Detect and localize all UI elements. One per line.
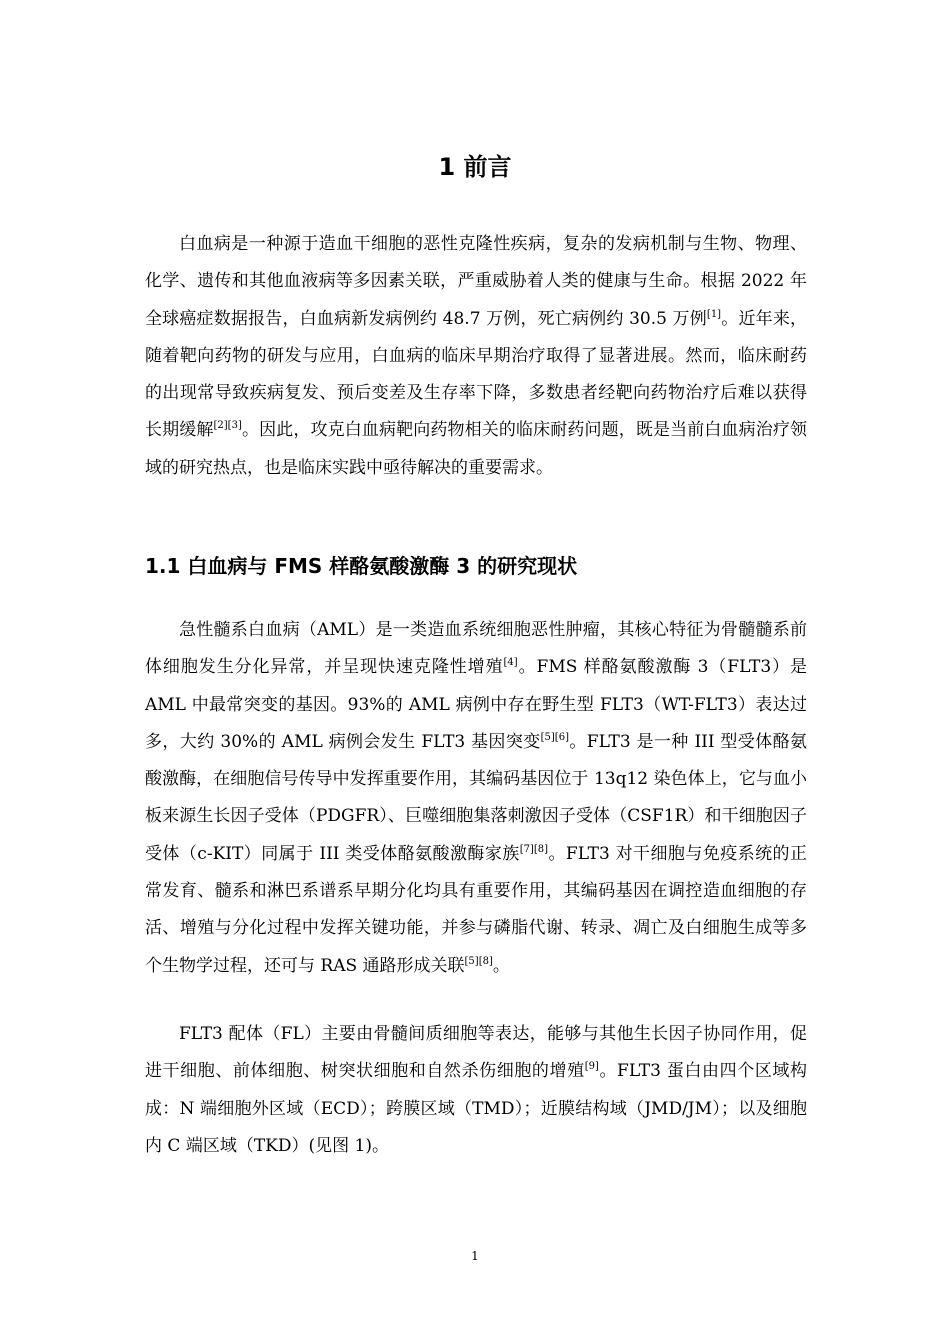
citation-ref-4: [4] (503, 657, 518, 669)
section-title-1-1: 1.1 白血病与 FMS 样酪氨酸激酶 3 的研究现状 (145, 554, 578, 578)
citation-ref-5-8: [5][8] (464, 955, 493, 967)
intro-text-1: 白血病是一种源于造血干细胞的恶性克隆性疾病，复杂的发病机制与生物、物理、化学、遗传和其他血液病等多因素关联，严重威胁着人类的健康与生命。根据 2022 年全球癌症数据报告，白血病新发病例约 48.7 万例，死亡病例约 30.5 万例 (145, 234, 807, 329)
intro-text-2: 。近年来，随着靶向药物的研发与应用，白血病的临床早期治疗取得了显著进展。然而，临床耐药的出现常导致疾病复发、预后变差及生存率下降，多数患者经靶向药物治疗后难以获得长期缓解 (145, 308, 807, 441)
fl-text-2: 。FLT3 蛋白由四个区域构成：N 端细胞外区域（ECD）；跨膜区域（TMD）；近膜结构域（JMD/JM）；以及细胞内 C 端区域（TKD）(见图 1)。 (145, 1061, 807, 1156)
citation-ref-2-3: [2][3] (213, 420, 242, 432)
aml-text-4: 。FLT3 对干细胞与免疫系统的正常发育、髓系和淋巴系谱系早期分化均具有重要作用，其编码基因在调控造血细胞的存活、增殖与分化过程中发挥关键功能，并参与磷脂代谢、转录、凋亡及白细胞生成等多个生物学过程，还可与 RAS 通路形成关联 (145, 843, 807, 976)
intro-text-3: 。因此，攻克白血病靶向药物相关的临床耐药问题，既是当前白血病治疗领域的研究热点，也是临床实践中亟待解决的重要需求。 (145, 420, 808, 478)
fl-paragraph (145, 1016, 807, 1165)
page-number: 1 (471, 1249, 479, 1263)
citation-ref-1: [1] (706, 308, 722, 320)
citation-ref-5-6: [5][6] (540, 731, 569, 743)
intro-paragraph (145, 226, 807, 487)
chapter-title: 1 前言 (438, 153, 512, 181)
citation-ref-7-8: [7][8] (519, 843, 549, 855)
aml-text-5: 。 (492, 955, 510, 976)
aml-text-3: 。FLT3 是一种 III 型受体酪氨酸激酶，在细胞信号传导中发挥重要作用，其编码基因位于 13q12 染色体上，它与血小板来源生长因子受体（PDGFR）、巨噬细胞集落刺激因子受体（CSF1R）和干细胞因子受体（c-KIT）同属于 III 类受体酪氨酸激酶家族 (145, 731, 807, 864)
citation-ref-9: [9] (584, 1061, 599, 1073)
aml-paragraph (145, 612, 807, 985)
aml-text-1: 急性髓系白血病（AML）是一类造血系统细胞恶性肿瘤，其核心特征为骨髓髓系前体细胞发生分化异常，并呈现快速克隆性增殖 (145, 620, 807, 678)
aml-text-2: 。FMS 样酪氨酸激酶 3（FLT3）是 AML 中最常突变的基因。93%的 AML 病例中存在野生型 FLT3（WT-FLT3）表达过多，大约 30%的 AML 病例会发生 FLT3 基因突变 (145, 657, 807, 752)
fl-text-1: FLT3 配体（FL）主要由骨髓间质细胞等表达，能够与其他生长因子协同作用，促进干细胞、前体细胞、树突状细胞和自然杀伤细胞的增殖 (145, 1024, 807, 1082)
